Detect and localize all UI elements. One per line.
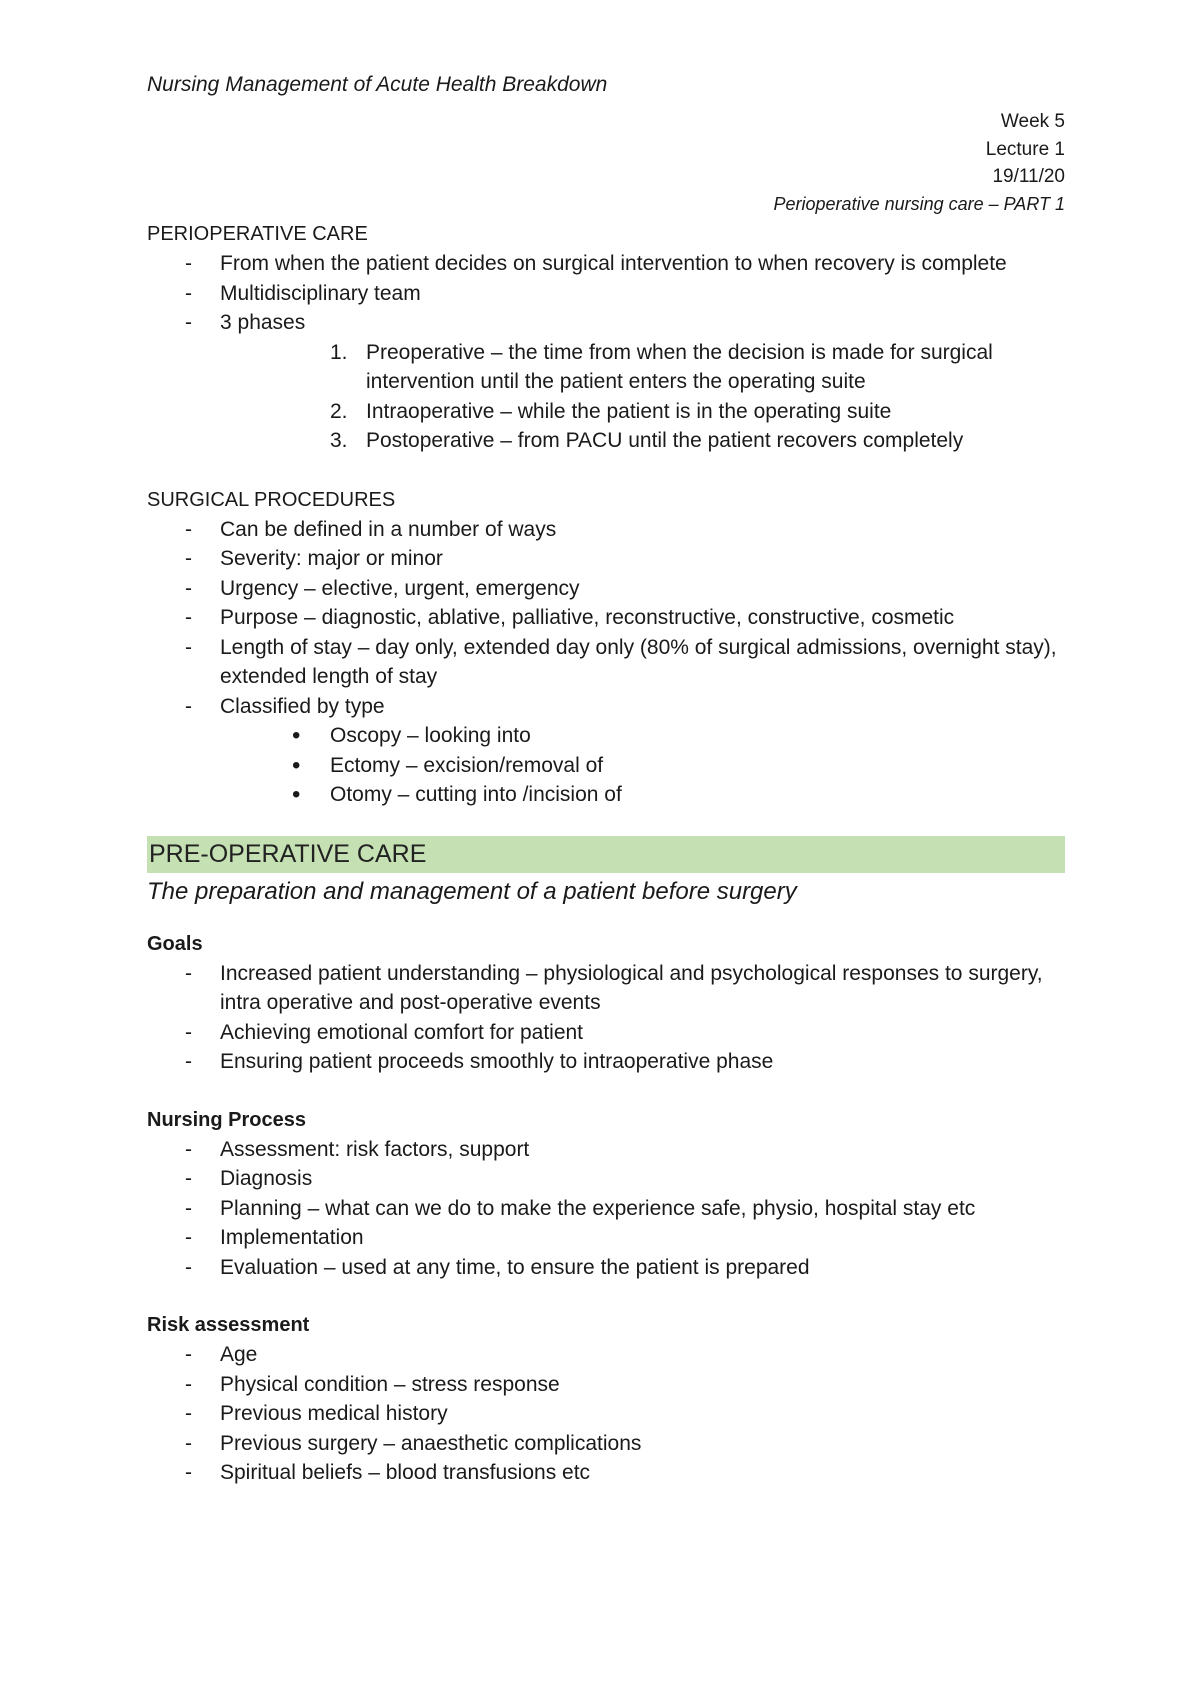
document-meta (147, 108, 1065, 218)
date-label: 19/11/20 (992, 166, 1065, 187)
list-item (147, 692, 1065, 810)
perioperative-heading: PERIOPERATIVE CARE (147, 223, 368, 245)
list-item: - Multidisciplinary team (147, 279, 1065, 309)
list-item: - Increased patient understanding – physiological and psychological responses to surgery, intra operative and post-operative events (147, 959, 1065, 1018)
list-item: - Urgency – elective, urgent, emergency (147, 574, 1065, 604)
list-item: - Previous medical history (147, 1399, 1065, 1429)
document-title: Nursing Management of Acute Health Breakdown (147, 73, 608, 96)
list-item: - Achieving emotional comfort for patient (147, 1018, 1065, 1048)
list-item: - Implementation (147, 1223, 1065, 1253)
lecture-subtitle: Perioperative nursing care – PART 1 (773, 193, 1065, 214)
nursing-process-list (147, 1135, 1065, 1283)
list-item: - Spiritual beliefs – blood transfusions etc (147, 1458, 1065, 1488)
phase-number: 3. (330, 429, 348, 452)
list-item: - Assessment: risk factors, support (147, 1135, 1065, 1165)
type-item: • Otomy – cutting into /incision of (220, 780, 1065, 810)
list-item: - Length of stay – day only, extended day only (80% of surgical admissions, overnight stay), extended length of stay (147, 633, 1065, 692)
list-item: - Ensuring patient proceeds smoothly to intraoperative phase (147, 1047, 1065, 1077)
goals-heading: Goals (147, 932, 203, 955)
type-item: • Ectomy – excision/removal of (220, 751, 1065, 781)
risk-assessment-heading: Risk assessment (147, 1314, 310, 1336)
list-item: - Age (147, 1340, 1065, 1370)
goals-list (147, 959, 1065, 1077)
surgical-list (147, 515, 1065, 810)
list-item: - Evaluation – used at any time, to ensure the patient is prepared (147, 1253, 1065, 1283)
type-item: • Oscopy – looking into (220, 721, 1065, 751)
list-item: - From when the patient decides on surgical intervention to when recovery is complete (147, 249, 1065, 279)
list-item: - Physical condition – stress response (147, 1370, 1065, 1400)
list-item-text: 3 phases (220, 311, 306, 334)
nursing-process-heading: Nursing Process (147, 1108, 306, 1131)
phase-text: Intraoperative – while the patient is in the operating suite (366, 399, 892, 423)
phase-text: Preoperative – the time from when the decision is made for surgical intervention until the patient enters the operating suite (366, 340, 993, 393)
list-item: - Purpose – diagnostic, ablative, palliative, reconstructive, constructive, cosmetic (147, 603, 1065, 633)
phase-number: 2. (330, 399, 348, 423)
list-item: - Diagnosis (147, 1164, 1065, 1194)
list-item (147, 308, 1065, 456)
phase-number: 1. (330, 340, 348, 364)
phase-text: Postoperative – from PACU until the patient recovers completely (366, 429, 964, 452)
list-item: - Previous surgery – anaesthetic complications (147, 1429, 1065, 1459)
perioperative-list (147, 249, 1065, 456)
list-item-text: Classified by type (220, 694, 385, 718)
phase-item (220, 397, 1065, 427)
phase-item (220, 426, 1065, 456)
risk-assessment-list (147, 1340, 1065, 1488)
phases-list (220, 338, 1065, 456)
list-item: - Can be defined in a number of ways (147, 515, 1065, 545)
phase-item (220, 338, 1065, 397)
list-item: - Planning – what can we do to make the experience safe, physio, hospital stay etc (147, 1194, 1065, 1224)
preop-subheading: The preparation and management of a patient before surgery (147, 877, 797, 905)
document-page (147, 70, 1065, 1488)
types-list (220, 721, 1065, 810)
week-label: Week 5 (1000, 111, 1065, 132)
surgical-heading: SURGICAL PROCEDURES (147, 488, 396, 511)
lecture-label: Lecture 1 (985, 138, 1065, 160)
preop-section-bar: PRE-OPERATIVE CARE (147, 836, 1065, 873)
list-item: - Severity: major or minor (147, 544, 1065, 574)
